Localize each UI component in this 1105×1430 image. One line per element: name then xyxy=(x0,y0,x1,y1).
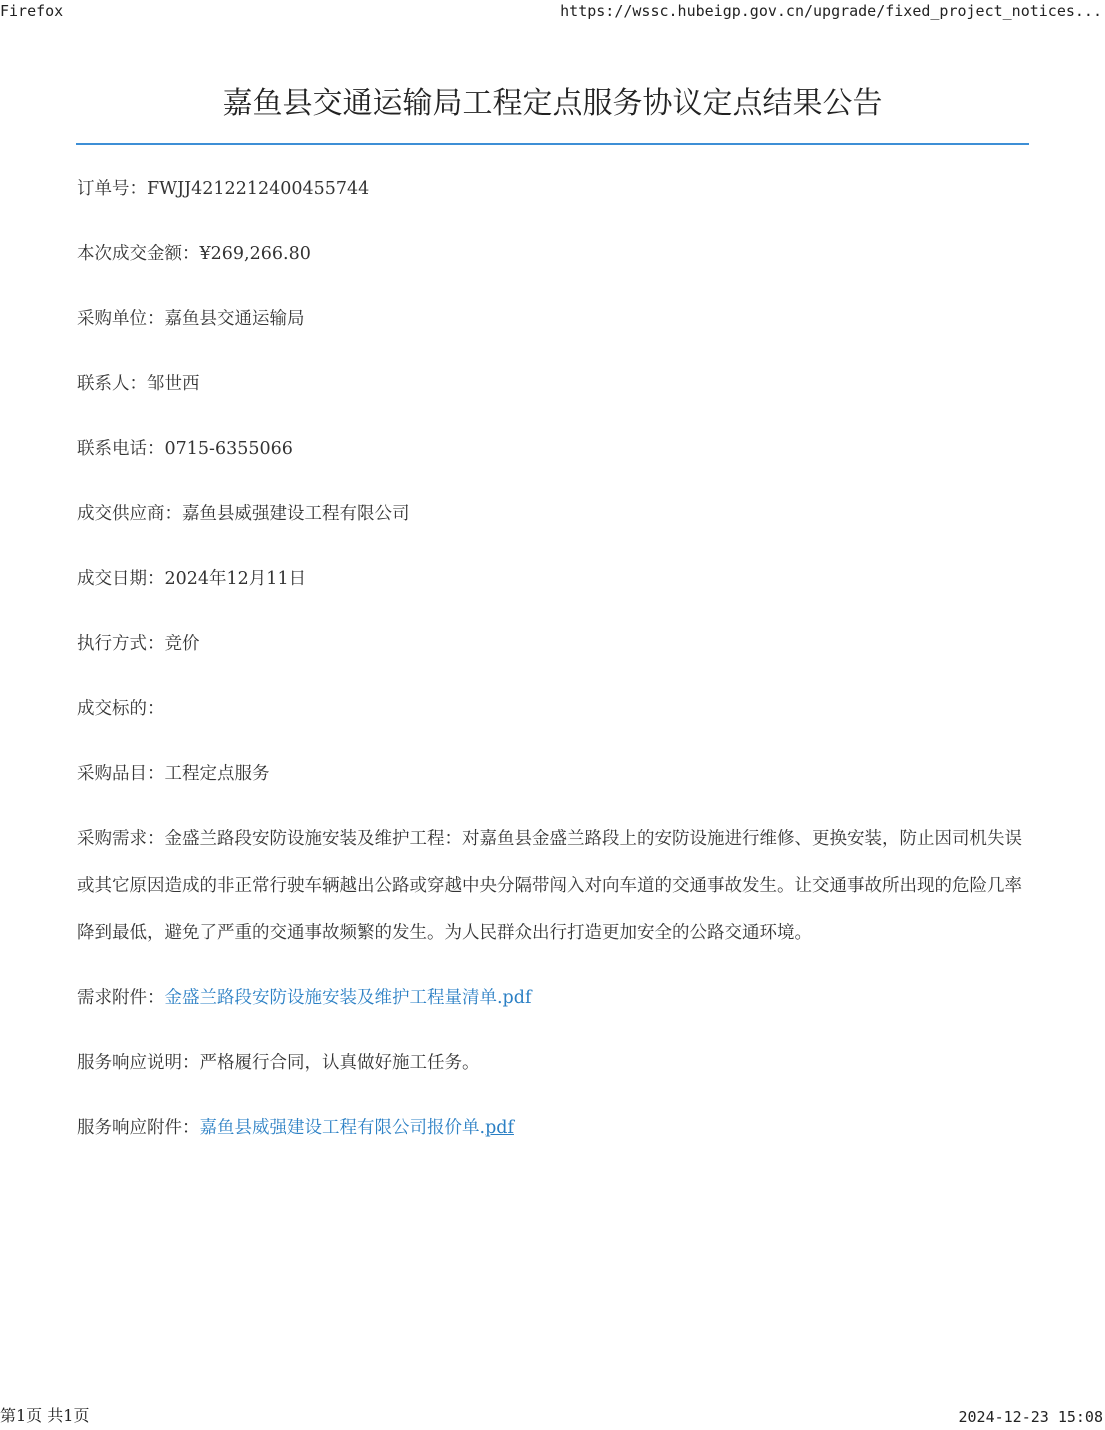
response-attachment-label: 服务响应附件： xyxy=(77,1118,200,1138)
response-description-field xyxy=(77,1049,1027,1077)
deal-date-label: 成交日期： xyxy=(77,569,165,589)
requirement-label: 采购需求： xyxy=(77,829,165,849)
contact-label: 联系人： xyxy=(77,374,147,394)
response-description-value: 严格履行合同，认真做好施工任务。 xyxy=(199,1053,480,1073)
response-attachment-link-text: 嘉鱼县威强建设工程有限公司报价单. xyxy=(199,1118,486,1138)
execution-method-value: 竞价 xyxy=(164,634,200,654)
phone-field xyxy=(77,435,1027,463)
phone-value: 0715-6355066 xyxy=(164,439,293,459)
supplier-label: 成交供应商： xyxy=(77,504,182,524)
amount-value: ¥269,266.80 xyxy=(199,244,311,264)
contact-field xyxy=(77,370,1027,398)
response-attachment-link-ext: pdf xyxy=(485,1118,514,1138)
response-description-label: 服务响应说明： xyxy=(77,1053,200,1073)
category-value: 工程定点服务 xyxy=(164,764,270,784)
response-attachment-field xyxy=(77,1114,1027,1142)
amount-label: 本次成交金额： xyxy=(77,244,200,264)
order-number-field xyxy=(77,175,1027,203)
print-header xyxy=(0,0,1105,22)
print-timestamp: 2024-12-23 15:08 xyxy=(958,1408,1103,1426)
print-footer xyxy=(0,1404,1105,1430)
title-divider xyxy=(76,143,1029,145)
page-info: 第1页 共1页 xyxy=(0,1406,90,1425)
browser-name: Firefox xyxy=(0,2,64,20)
page-title: 嘉鱼县交通运输局工程定点服务协议定点结果公告 xyxy=(222,86,883,121)
response-attachment-link[interactable] xyxy=(200,1118,514,1138)
notice-body xyxy=(77,175,1027,1179)
page-url: https://wssc.hubeigp.gov.cn/upgrade/fixed_project_notices... xyxy=(560,2,1102,20)
subject-label: 成交标的： xyxy=(77,699,165,719)
purchaser-value: 嘉鱼县交通运输局 xyxy=(164,309,305,329)
phone-label: 联系电话： xyxy=(77,439,165,459)
deal-date-value: 2024年12月11日 xyxy=(164,569,307,589)
purchaser-field xyxy=(77,305,1027,333)
contact-value: 邹世西 xyxy=(147,374,200,394)
requirement-attachment-link[interactable]: 金盛兰路段安防设施安装及维护工程量清单.pdf xyxy=(164,988,532,1008)
execution-method-field xyxy=(77,630,1027,658)
amount-field xyxy=(77,240,1027,268)
purchaser-label: 采购单位： xyxy=(77,309,165,329)
requirement-attachment-field xyxy=(77,984,1027,1012)
order-number-label: 订单号： xyxy=(77,179,147,199)
requirement-value: 金盛兰路段安防设施安装及维护工程：对嘉鱼县金盛兰路段上的安防设施进行维修、更换安装，防止因司机失误或其它原因造成的非正常行驶车辆越出公路或穿越中央分隔带闯入对向车道的交通事故发生。让交通事故所出现的危险几率降到最低，避免了严重的交通事故频繁的发生。为人民群众出行打造更加安全的公路交通环境。 xyxy=(77,829,1022,943)
category-label: 采购品目： xyxy=(77,764,165,784)
requirement-field xyxy=(77,816,1027,957)
category-field xyxy=(77,760,1027,788)
requirement-attachment-label: 需求附件： xyxy=(77,988,165,1008)
supplier-value: 嘉鱼县威强建设工程有限公司 xyxy=(182,504,410,524)
order-number-value: FWJJ4212212400455744 xyxy=(147,179,370,199)
deal-date-field xyxy=(77,565,1027,593)
supplier-field xyxy=(77,500,1027,528)
subject-field xyxy=(77,695,1027,723)
execution-method-label: 执行方式： xyxy=(77,634,165,654)
